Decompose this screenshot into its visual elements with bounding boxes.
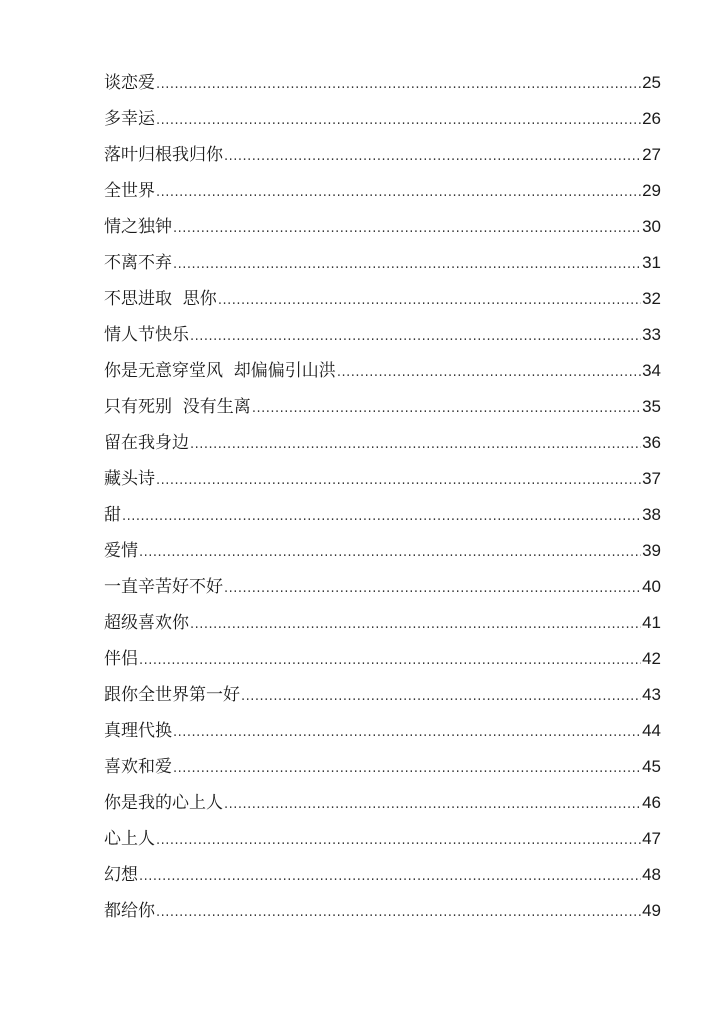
- toc-entry[interactable]: [104, 569, 661, 605]
- dot-leader: [156, 823, 641, 859]
- dot-leader: [218, 283, 641, 319]
- toc-entry[interactable]: [104, 317, 661, 353]
- toc-entry-page: 36: [642, 433, 661, 452]
- toc-entry-title: 不思进取 思你: [104, 289, 217, 309]
- toc-entry-page: 45: [642, 757, 661, 776]
- dot-leader: [156, 67, 641, 103]
- toc-entry-page: 26: [642, 109, 661, 128]
- toc-entry-title: 真理代换: [104, 721, 172, 741]
- toc-entry-title: 都给你: [104, 901, 155, 921]
- toc-entry-page: 44: [642, 721, 661, 740]
- toc-entry[interactable]: [104, 101, 661, 137]
- toc-entry-page: 39: [642, 541, 661, 560]
- toc-entry-title: 只有死别 没有生离: [104, 397, 251, 417]
- dot-leader: [139, 859, 641, 895]
- dot-leader: [173, 211, 641, 247]
- dot-leader: [139, 643, 641, 679]
- toc-entry-title: 跟你全世界第一好: [104, 685, 240, 705]
- toc-entry-title: 心上人: [104, 829, 155, 849]
- toc-entry-title: 谈恋爱: [104, 73, 155, 93]
- toc-entry[interactable]: [104, 533, 661, 569]
- toc-entry-title: 全世界: [104, 181, 155, 201]
- toc-entry-page: 48: [642, 865, 661, 884]
- dot-leader: [122, 499, 641, 535]
- dot-leader: [139, 535, 641, 571]
- toc-entry[interactable]: [104, 713, 661, 749]
- toc-entry-title: 不离不弃: [104, 253, 172, 273]
- dot-leader: [156, 103, 641, 139]
- toc-entry-page: 32: [642, 289, 661, 308]
- toc-entry-page: 40: [642, 577, 661, 596]
- toc-entry[interactable]: [104, 677, 661, 713]
- toc-entry[interactable]: [104, 821, 661, 857]
- dot-leader: [156, 895, 641, 931]
- dot-leader: [190, 607, 641, 643]
- toc-entry-page: 47: [642, 829, 661, 848]
- toc-entry-title: 你是我的心上人: [104, 793, 223, 813]
- toc-entry-title: 多幸运: [104, 109, 155, 129]
- toc-entry[interactable]: [104, 497, 661, 533]
- toc-entry-title: 甜: [104, 505, 121, 525]
- toc-entry-title: 超级喜欢你: [104, 613, 189, 633]
- dot-leader: [190, 427, 641, 463]
- toc-entry-page: 34: [642, 361, 661, 380]
- toc-entry-title: 藏头诗: [104, 469, 155, 489]
- dot-leader: [241, 679, 641, 715]
- dot-leader: [156, 463, 641, 499]
- toc-entry[interactable]: [104, 173, 661, 209]
- toc-entry-page: 29: [642, 181, 661, 200]
- toc-entry[interactable]: [104, 245, 661, 281]
- toc-entry-page: 27: [642, 145, 661, 164]
- toc-entry-title: 爱情: [104, 541, 138, 561]
- dot-leader: [224, 787, 641, 823]
- toc-entry[interactable]: [104, 893, 661, 929]
- toc-entry-title: 落叶归根我归你: [104, 145, 223, 165]
- toc-entry-page: 43: [642, 685, 661, 704]
- toc-entry-page: 41: [642, 613, 661, 632]
- toc-entry[interactable]: [104, 137, 661, 173]
- table-of-contents: [104, 65, 661, 929]
- toc-entry[interactable]: [104, 461, 661, 497]
- toc-entry-page: 37: [642, 469, 661, 488]
- toc-entry-page: 49: [642, 901, 661, 920]
- toc-entry[interactable]: [104, 353, 661, 389]
- toc-entry-page: 38: [642, 505, 661, 524]
- toc-entry[interactable]: [104, 65, 661, 101]
- toc-entry[interactable]: [104, 605, 661, 641]
- toc-entry[interactable]: [104, 209, 661, 245]
- dot-leader: [173, 247, 641, 283]
- toc-entry-page: 46: [642, 793, 661, 812]
- toc-entry-title: 情之独钟: [104, 217, 172, 237]
- toc-entry[interactable]: [104, 749, 661, 785]
- dot-leader: [224, 571, 641, 607]
- toc-entry-title: 留在我身边: [104, 433, 189, 453]
- toc-entry[interactable]: [104, 857, 661, 893]
- toc-entry-title: 伴侣: [104, 649, 138, 669]
- dot-leader: [156, 175, 641, 211]
- dot-leader: [337, 355, 641, 391]
- toc-entry[interactable]: [104, 641, 661, 677]
- dot-leader: [224, 139, 641, 175]
- toc-entry-page: 33: [642, 325, 661, 344]
- toc-entry-title: 一直辛苦好不好: [104, 577, 223, 597]
- toc-entry[interactable]: [104, 785, 661, 821]
- dot-leader: [190, 319, 641, 355]
- toc-entry-title: 喜欢和爱: [104, 757, 172, 777]
- dot-leader: [173, 715, 641, 751]
- toc-entry-page: 25: [642, 73, 661, 92]
- dot-leader: [252, 391, 641, 427]
- toc-entry-page: 31: [642, 253, 661, 272]
- toc-entry-page: 30: [642, 217, 661, 236]
- toc-entry-title: 你是无意穿堂风 却偏偏引山洪: [104, 361, 336, 381]
- toc-entry-page: 42: [642, 649, 661, 668]
- toc-entry-title: 情人节快乐: [104, 325, 189, 345]
- toc-entry-page: 35: [642, 397, 661, 416]
- toc-entry[interactable]: [104, 281, 661, 317]
- dot-leader: [173, 751, 641, 787]
- toc-entry-title: 幻想: [104, 865, 138, 885]
- toc-entry[interactable]: [104, 425, 661, 461]
- toc-entry[interactable]: [104, 389, 661, 425]
